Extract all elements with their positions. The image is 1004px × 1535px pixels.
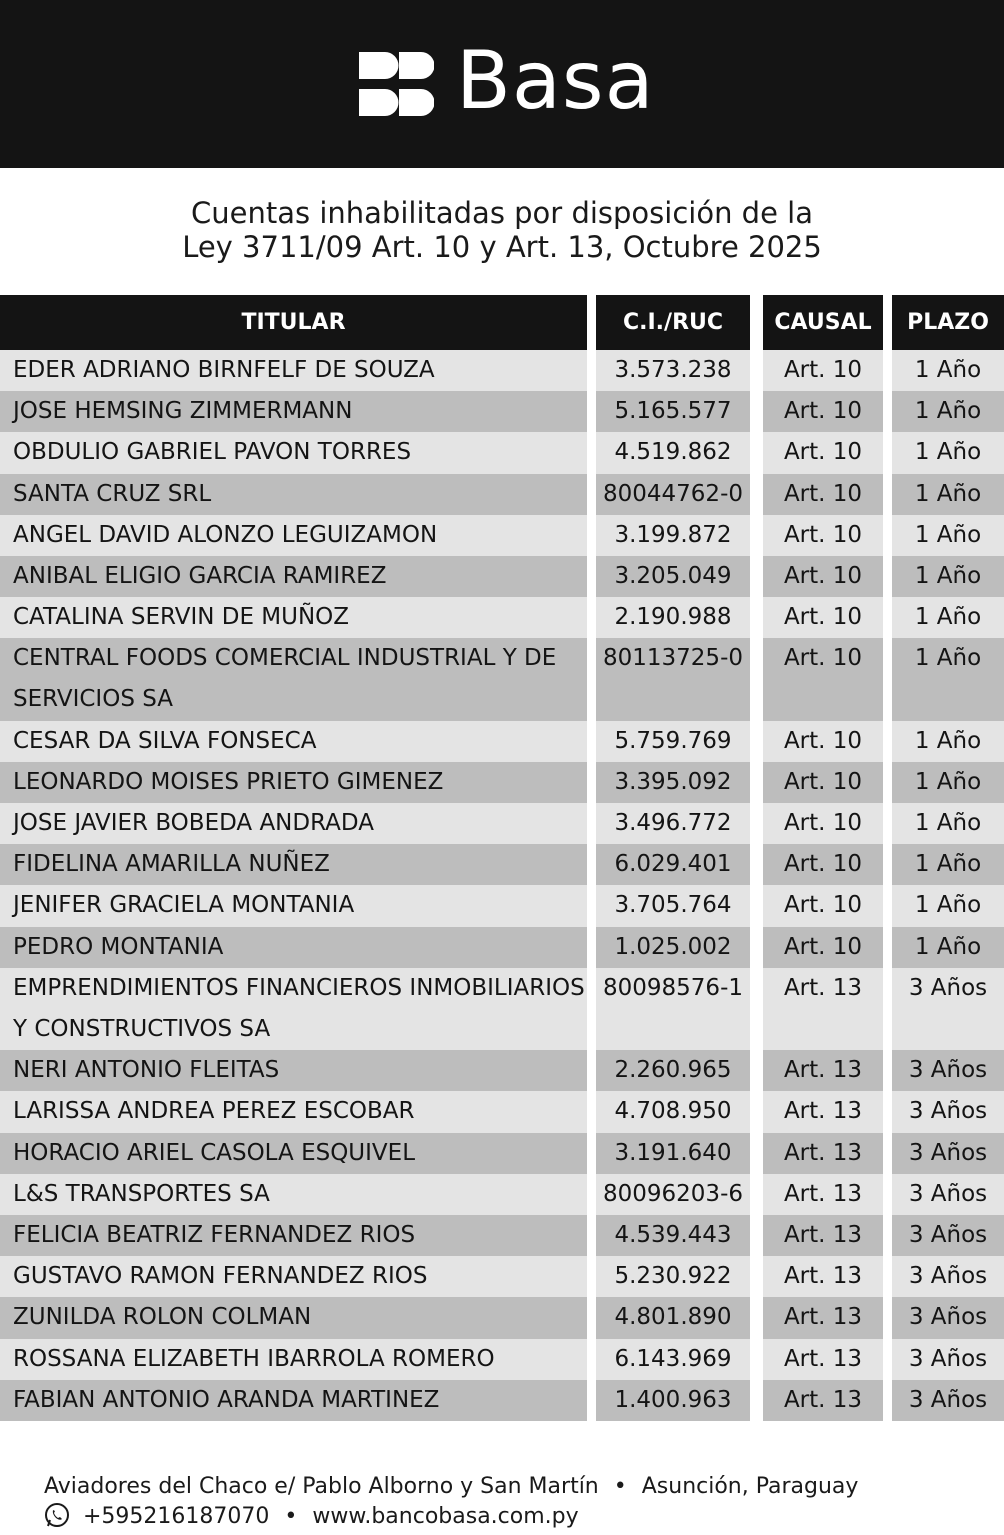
- cell-titular: JENIFER GRACIELA MONTANIA: [0, 885, 587, 926]
- table-row: [0, 350, 1004, 391]
- table-row: [0, 1339, 1004, 1380]
- footer-separator: •: [613, 1474, 627, 1499]
- document-title: [0, 196, 1004, 264]
- cell-ci-ruc: 3.705.764: [596, 885, 750, 926]
- column-header-causal: CAUSAL: [763, 295, 883, 350]
- cell-titular: GUSTAVO RAMON FERNANDEZ RIOS: [0, 1256, 587, 1297]
- cell-causal: Art. 13: [763, 1215, 883, 1256]
- cell-titular: JOSE HEMSING ZIMMERMANN: [0, 391, 587, 432]
- cell-ci-ruc: 80096203-6: [596, 1174, 750, 1215]
- cell-titular: L&S TRANSPORTES SA: [0, 1174, 587, 1215]
- cell-titular: EDER ADRIANO BIRNFELF DE SOUZA: [0, 350, 587, 391]
- cell-titular: ROSSANA ELIZABETH IBARROLA ROMERO: [0, 1339, 587, 1380]
- column-header-titular: TITULAR: [0, 295, 587, 350]
- cell-plazo: 1 Año: [892, 721, 1004, 762]
- table-row: [0, 1380, 1004, 1421]
- table-row: [0, 803, 1004, 844]
- cell-titular: FIDELINA AMARILLA NUÑEZ: [0, 844, 587, 885]
- cell-plazo: 3 Años: [892, 1339, 1004, 1380]
- cell-causal: Art. 10: [763, 721, 883, 762]
- table-row: [0, 1256, 1004, 1297]
- footer-separator: •: [284, 1504, 298, 1529]
- table-row: [0, 844, 1004, 885]
- cell-ci-ruc: 3.573.238: [596, 350, 750, 391]
- cell-plazo: 3 Años: [892, 1091, 1004, 1132]
- cell-causal: Art. 13: [763, 1256, 883, 1297]
- footer-address: Aviadores del Chaco e/ Pablo Alborno y San Martín: [44, 1474, 599, 1499]
- title-line-1: Cuentas inhabilitadas por disposición de la: [191, 196, 813, 230]
- column-header-plazo: PLAZO: [892, 295, 1004, 350]
- cell-plazo: 3 Años: [892, 1380, 1004, 1421]
- table-row: [0, 1050, 1004, 1091]
- cell-titular: ANGEL DAVID ALONZO LEGUIZAMON: [0, 515, 587, 556]
- cell-plazo: 3 Años: [892, 1297, 1004, 1338]
- table-row: [0, 1297, 1004, 1338]
- cell-plazo: 1 Año: [892, 556, 1004, 597]
- cell-ci-ruc: 4.539.443: [596, 1215, 750, 1256]
- title-line-2: Ley 3711/09 Art. 10 y Art. 13, Octubre 2025: [182, 230, 822, 264]
- cell-plazo: 3 Años: [892, 1050, 1004, 1091]
- cell-titular: PEDRO MONTANIA: [0, 927, 587, 968]
- cell-causal: Art. 10: [763, 556, 883, 597]
- cell-plazo: 1 Año: [892, 432, 1004, 473]
- header-bar: [0, 0, 1004, 168]
- table-row: [0, 638, 1004, 720]
- footer: [44, 1472, 984, 1532]
- cell-titular: LARISSA ANDREA PEREZ ESCOBAR: [0, 1091, 587, 1132]
- cell-plazo: 1 Año: [892, 515, 1004, 556]
- cell-ci-ruc: 3.199.872: [596, 515, 750, 556]
- cell-causal: Art. 13: [763, 1091, 883, 1132]
- cell-causal: Art. 10: [763, 515, 883, 556]
- cell-ci-ruc: 1.400.963: [596, 1380, 750, 1421]
- cell-ci-ruc: 4.519.862: [596, 432, 750, 473]
- table-row: [0, 885, 1004, 926]
- cell-causal: Art. 13: [763, 968, 883, 1050]
- cell-causal: Art. 10: [763, 803, 883, 844]
- cell-causal: Art. 13: [763, 1380, 883, 1421]
- cell-ci-ruc: 3.496.772: [596, 803, 750, 844]
- basa-logo-icon: [359, 52, 434, 116]
- cell-causal: Art. 10: [763, 927, 883, 968]
- cell-causal: Art. 13: [763, 1339, 883, 1380]
- cell-plazo: 1 Año: [892, 803, 1004, 844]
- cell-titular: ZUNILDA ROLON COLMAN: [0, 1297, 587, 1338]
- cell-plazo: 3 Años: [892, 1174, 1004, 1215]
- column-header-ci-ruc: C.I./RUC: [596, 295, 750, 350]
- cell-ci-ruc: 80098576-1: [596, 968, 750, 1050]
- cell-causal: Art. 13: [763, 1133, 883, 1174]
- cell-causal: Art. 10: [763, 844, 883, 885]
- cell-causal: Art. 10: [763, 350, 883, 391]
- cell-plazo: 1 Año: [892, 391, 1004, 432]
- table-body: [0, 350, 1004, 1421]
- cell-ci-ruc: 2.260.965: [596, 1050, 750, 1091]
- cell-titular: FELICIA BEATRIZ FERNANDEZ RIOS: [0, 1215, 587, 1256]
- cell-ci-ruc: 80044762-0: [596, 474, 750, 515]
- cell-plazo: 1 Año: [892, 474, 1004, 515]
- cell-titular: CATALINA SERVIN DE MUÑOZ: [0, 597, 587, 638]
- cell-ci-ruc: 5.759.769: [596, 721, 750, 762]
- cell-causal: Art. 10: [763, 432, 883, 473]
- cell-causal: Art. 13: [763, 1297, 883, 1338]
- cell-plazo: 3 Años: [892, 1215, 1004, 1256]
- cell-ci-ruc: 2.190.988: [596, 597, 750, 638]
- table-row: [0, 391, 1004, 432]
- cell-plazo: 3 Años: [892, 968, 1004, 1050]
- cell-titular: FABIAN ANTONIO ARANDA MARTINEZ: [0, 1380, 587, 1421]
- cell-plazo: 1 Año: [892, 597, 1004, 638]
- cell-ci-ruc: 5.165.577: [596, 391, 750, 432]
- cell-titular: CESAR DA SILVA FONSECA: [0, 721, 587, 762]
- table-row: [0, 721, 1004, 762]
- cell-titular: JOSE JAVIER BOBEDA ANDRADA: [0, 803, 587, 844]
- cell-causal: Art. 10: [763, 638, 883, 720]
- cell-causal: Art. 10: [763, 597, 883, 638]
- cell-ci-ruc: 1.025.002: [596, 927, 750, 968]
- cell-titular: CENTRAL FOODS COMERCIAL INDUSTRIAL Y DE SERVICIOS SA: [0, 638, 587, 720]
- table-row: [0, 762, 1004, 803]
- table-row: [0, 556, 1004, 597]
- cell-causal: Art. 10: [763, 474, 883, 515]
- table-row: [0, 1133, 1004, 1174]
- cell-ci-ruc: 4.708.950: [596, 1091, 750, 1132]
- table-header-row: [0, 295, 1004, 350]
- cell-titular: ANIBAL ELIGIO GARCIA RAMIREZ: [0, 556, 587, 597]
- footer-contact-line: [44, 1502, 984, 1532]
- cell-plazo: 1 Año: [892, 927, 1004, 968]
- cell-ci-ruc: 3.205.049: [596, 556, 750, 597]
- cell-titular: NERI ANTONIO FLEITAS: [0, 1050, 587, 1091]
- footer-address-line: [44, 1472, 984, 1502]
- table-row: [0, 432, 1004, 473]
- table-row: [0, 968, 1004, 1050]
- cell-titular: OBDULIO GABRIEL PAVON TORRES: [0, 432, 587, 473]
- table-row: [0, 597, 1004, 638]
- table-row: [0, 927, 1004, 968]
- cell-titular: EMPRENDIMIENTOS FINANCIEROS INMOBILIARIOS Y CONSTRUCTIVOS SA: [0, 968, 587, 1050]
- cell-plazo: 3 Años: [892, 1133, 1004, 1174]
- cell-titular: HORACIO ARIEL CASOLA ESQUIVEL: [0, 1133, 587, 1174]
- cell-ci-ruc: 5.230.922: [596, 1256, 750, 1297]
- cell-plazo: 1 Año: [892, 844, 1004, 885]
- cell-ci-ruc: 3.191.640: [596, 1133, 750, 1174]
- footer-city: Asunción, Paraguay: [641, 1474, 859, 1499]
- cell-ci-ruc: 3.395.092: [596, 762, 750, 803]
- cell-plazo: 1 Año: [892, 762, 1004, 803]
- cell-causal: Art. 10: [763, 762, 883, 803]
- cell-titular: LEONARDO MOISES PRIETO GIMENEZ: [0, 762, 587, 803]
- cell-plazo: 3 Años: [892, 1256, 1004, 1297]
- cell-ci-ruc: 80113725-0: [596, 638, 750, 720]
- cell-causal: Art. 13: [763, 1050, 883, 1091]
- table-row: [0, 1215, 1004, 1256]
- cell-causal: Art. 13: [763, 1174, 883, 1215]
- table-row: [0, 515, 1004, 556]
- cell-titular: SANTA CRUZ SRL: [0, 474, 587, 515]
- table-row: [0, 1174, 1004, 1215]
- footer-website[interactable]: www.bancobasa.com.py: [312, 1504, 579, 1529]
- table-row: [0, 474, 1004, 515]
- cell-ci-ruc: 6.029.401: [596, 844, 750, 885]
- footer-phone[interactable]: +595216187070: [83, 1504, 270, 1529]
- cell-plazo: 1 Año: [892, 350, 1004, 391]
- cell-causal: Art. 10: [763, 885, 883, 926]
- cell-causal: Art. 10: [763, 391, 883, 432]
- accounts-table: [0, 295, 1004, 1421]
- cell-plazo: 1 Año: [892, 885, 1004, 926]
- cell-ci-ruc: 4.801.890: [596, 1297, 750, 1338]
- cell-ci-ruc: 6.143.969: [596, 1339, 750, 1380]
- whatsapp-phone-icon: [44, 1502, 70, 1528]
- table-row: [0, 1091, 1004, 1132]
- brand-name: Basa: [456, 34, 655, 127]
- cell-plazo: 1 Año: [892, 638, 1004, 720]
